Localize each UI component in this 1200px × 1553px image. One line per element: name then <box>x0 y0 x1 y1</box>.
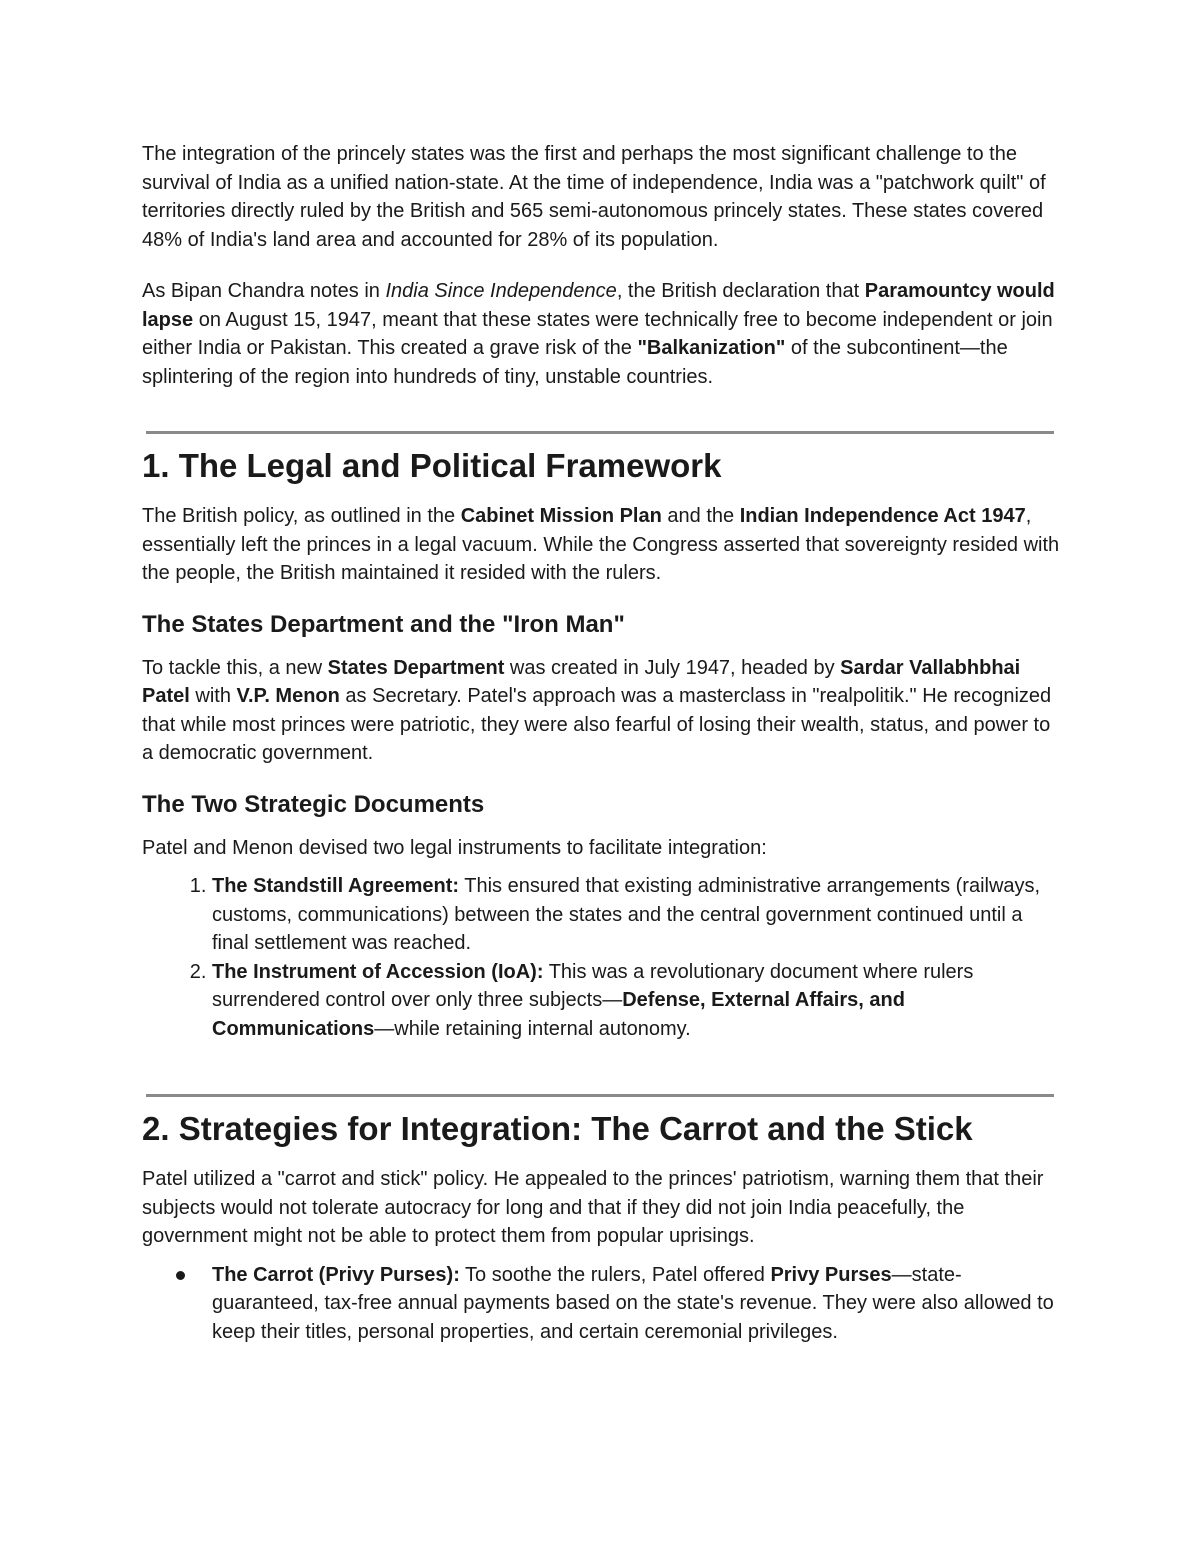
intro-paragraph-2 <box>142 277 1062 391</box>
list-item-text-end: —while retaining internal autonomy. <box>374 1017 691 1040</box>
bullet-icon <box>176 1271 185 1280</box>
document-page <box>142 140 1062 1346</box>
sd-text-3: with <box>189 685 237 707</box>
list-item <box>212 958 1062 1044</box>
section-divider <box>146 431 1054 434</box>
strategic-documents-list <box>142 872 1062 1043</box>
sd-text-1: To tackle this, a new <box>142 656 328 679</box>
list-item-term: The Standstill Agreement: <box>212 875 460 897</box>
list-item-term: The Instrument of Accession (IoA): <box>212 960 544 983</box>
list-item <box>212 872 1062 958</box>
book-title: India Since Independence <box>385 280 617 302</box>
intro-paragraph-1: The integration of the princely states was the first and perhaps the most significant challenge to the survival of India as a unified nation-state. At the time of independence, India was a "patchwork quilt" of territories directly ruled by the British and 565 semi-autonomous princely states. These states covered 48% of India's land area and accounted for 28% of its population. <box>142 143 1046 251</box>
intro-p2-text-4: of the subcontinent—the splintering of the region into hundreds of tiny, unstable countries. <box>142 337 1008 388</box>
s1-text-3: , essentially left the princes in a legal vacuum. While the Congress asserted that sovereignty resided with the people, the British maintained it resided with the rulers. <box>142 505 1060 584</box>
sd-text-4: as Secretary. Patel's approach was a masterclass in "realpolitik." He recognized that while most princes were patriotic, they were also fearful of losing their wealth, status, and power to a democratic government. <box>142 685 1052 764</box>
list-item-text-end: —state-guaranteed, tax-free annual payments based on the state's revenue. They were also allowed to keep their titles, personal properties, and certain ceremonial privileges. <box>212 1263 1054 1343</box>
section-1-heading: 1. The Legal and Political Framework <box>142 447 722 484</box>
list-item <box>212 1261 1062 1347</box>
sd-text-2: was created in July 1947, headed by <box>504 656 841 679</box>
subsection-strategic-documents-heading: The Two Strategic Documents <box>142 790 485 818</box>
list-item-text: To soothe the rulers, Patel offered <box>459 1263 771 1286</box>
states-department-term: States Department <box>327 656 505 679</box>
section-2-paragraph: Patel utilized a "carrot and stick" policy. He appealed to the princes' patriotism, warning them that their subjects would not tolerate autocracy for long and that if they did not join India peacefully, the government might not be able to protect them from popular uprisings. <box>142 1168 1044 1247</box>
section-1-paragraph <box>142 502 1062 588</box>
s1-text-2: and the <box>661 505 740 527</box>
menon-name: V.P. Menon <box>236 685 340 707</box>
paramountcy-term: Paramountcy would lapse <box>142 280 1055 331</box>
privy-purses-term: Privy Purses <box>770 1263 892 1286</box>
list-item-subjects: Defense, External Affairs, and Communications <box>212 989 905 1040</box>
intro-p2-text-2: , the British declaration that <box>616 280 865 302</box>
s1-text-1: The British policy, as outlined in the <box>142 505 461 527</box>
cabinet-mission-term: Cabinet Mission Plan <box>460 505 662 527</box>
strategic-documents-intro: Patel and Menon devised two legal instruments to facilitate integration: <box>142 836 767 859</box>
strategies-bullet-list <box>142 1261 1062 1347</box>
list-item-text: This ensured that existing administrative arrangements (railways, customs, communications) between the states and the central government continued until a final settlement was reached. <box>212 875 1041 954</box>
patel-name: Sardar Vallabhbhai Patel <box>142 656 1021 707</box>
section-2-heading: 2. Strategies for Integration: The Carrot and the Stick <box>142 1110 973 1147</box>
subsection-states-department-heading: The States Department and the "Iron Man" <box>142 610 625 638</box>
independence-act-term: Indian Independence Act 1947 <box>739 505 1026 527</box>
list-item-term: The Carrot (Privy Purses): <box>212 1263 460 1286</box>
intro-p2-text-3: on August 15, 1947, meant that these states were technically free to become independent or join either India or Pakistan. This created a grave risk of the <box>142 308 1053 359</box>
intro-p2-text-1: As Bipan Chandra notes in <box>142 280 386 302</box>
states-department-paragraph <box>142 654 1062 768</box>
section-divider <box>146 1094 1054 1097</box>
balkanization-term: "Balkanization" <box>637 337 786 359</box>
list-item-text: This was a revolutionary document where rulers surrendered control over only three subjects— <box>212 960 974 1011</box>
